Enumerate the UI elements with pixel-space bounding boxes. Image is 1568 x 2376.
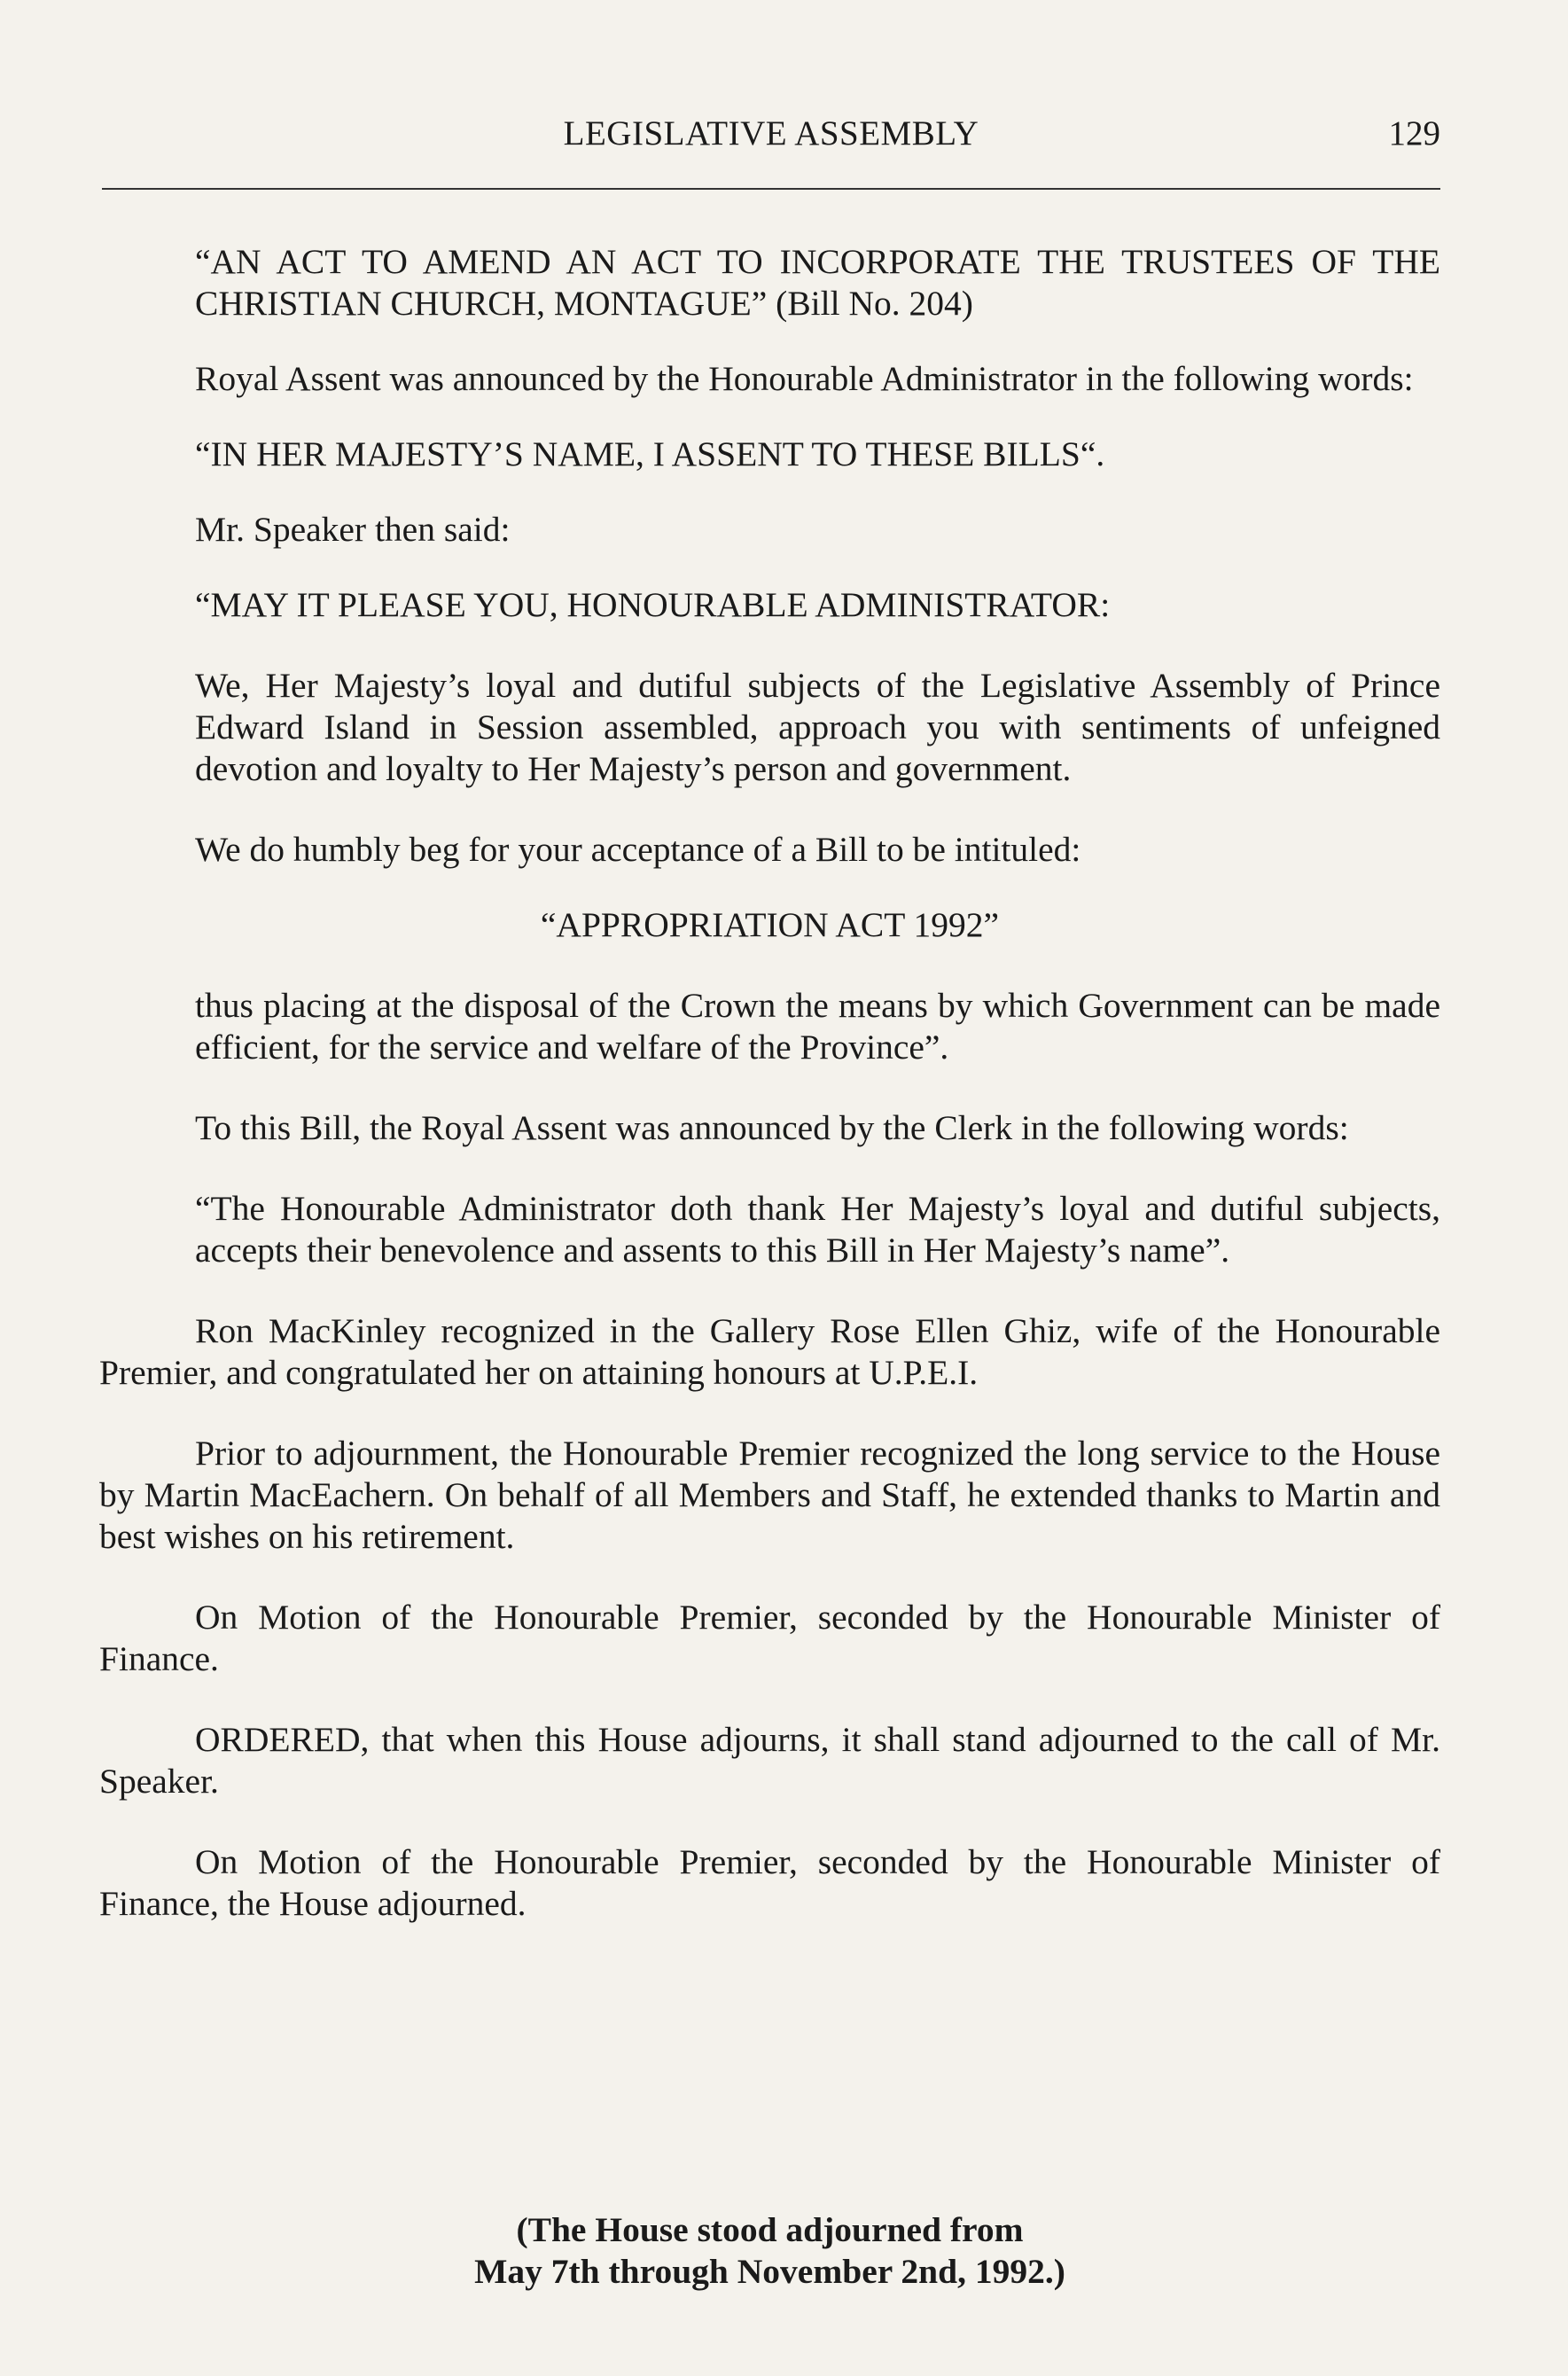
administrator-thanks-quote: “The Honourable Administrator doth thank Her Majesty’s loyal and dutiful subjects, accepts their benevolence and assents to this Bill in Her Majesty’s name”. — [195, 1189, 1440, 1270]
motion-paragraph-1: On Motion of the Honourable Premier, seconded by the Honourable Minister of Finance. — [99, 1598, 1440, 1678]
page-header — [102, 113, 1440, 163]
humbly-beg-paragraph: We do humbly beg for your acceptance of a Bill to be intituled: — [195, 830, 1081, 869]
royal-assent-paragraph: Royal Assent was announced by the Honourable Administrator in the following words: — [195, 359, 1414, 398]
ordered-paragraph: ORDERED, that when this House adjourns, it shall stand adjourned to the call of Mr. Speaker. — [99, 1720, 1440, 1801]
speaker-said: Mr. Speaker then said: — [195, 510, 511, 549]
adjournment-note-line-2: May 7th through November 2nd, 1992.) — [474, 2252, 1065, 2291]
page-body — [99, 241, 1440, 1925]
bill-title: “AN ACT TO AMEND AN ACT TO INCORPORATE THE TRUSTEES OF THE CHRISTIAN CHURCH, MONTAGUE” (Bill No. 204) — [195, 242, 1440, 323]
thus-placing-paragraph: thus placing at the disposal of the Crown the means by which Government can be made efficient, for the service and welfare of the Province”. — [195, 986, 1440, 1067]
page-number: 129 — [1388, 114, 1440, 152]
mackinley-paragraph: Ron MacKinley recognized in the Gallery Rose Ellen Ghiz, wife of the Honourable Premier, and congratulated her on attaining honours at U.P.E.I. — [99, 1311, 1440, 1392]
prior-adjournment-paragraph: Prior to adjournment, the Honourable Premier recognized the long service to the House by Martin MacEachern. On behalf of all Members and Staff, he extended thanks to Martin and best wishes on his retirement. — [99, 1434, 1440, 1556]
appropriation-act-title: “APPROPRIATION ACT 1992” — [540, 905, 1000, 944]
assent-quote: “IN HER MAJESTY’S NAME, I ASSENT TO THESE BILLS“. — [195, 434, 1105, 473]
clerk-assent-paragraph: To this Bill, the Royal Assent was announced by the Clerk in the following words: — [195, 1108, 1349, 1147]
may-it-please-heading: “MAY IT PLEASE YOU, HONOURABLE ADMINISTRATOR: — [195, 585, 1111, 624]
header-title: LEGISLATIVE ASSEMBLY — [563, 114, 979, 152]
loyal-subjects-paragraph: We, Her Majesty’s loyal and dutiful subjects of the Legislative Assembly of Prince Edward Island in Session assembled, approach you with sentiments of unfeigned devotion and loyalty to Her Majesty’s person and government. — [195, 666, 1440, 788]
motion-paragraph-2: On Motion of the Honourable Premier, seconded by the Honourable Minister of Finance, the House adjourned. — [99, 1842, 1440, 1923]
adjournment-note-line-1: (The House stood adjourned from — [516, 2210, 1024, 2249]
adjournment-note — [99, 2209, 1440, 2293]
header-rule — [102, 188, 1440, 190]
